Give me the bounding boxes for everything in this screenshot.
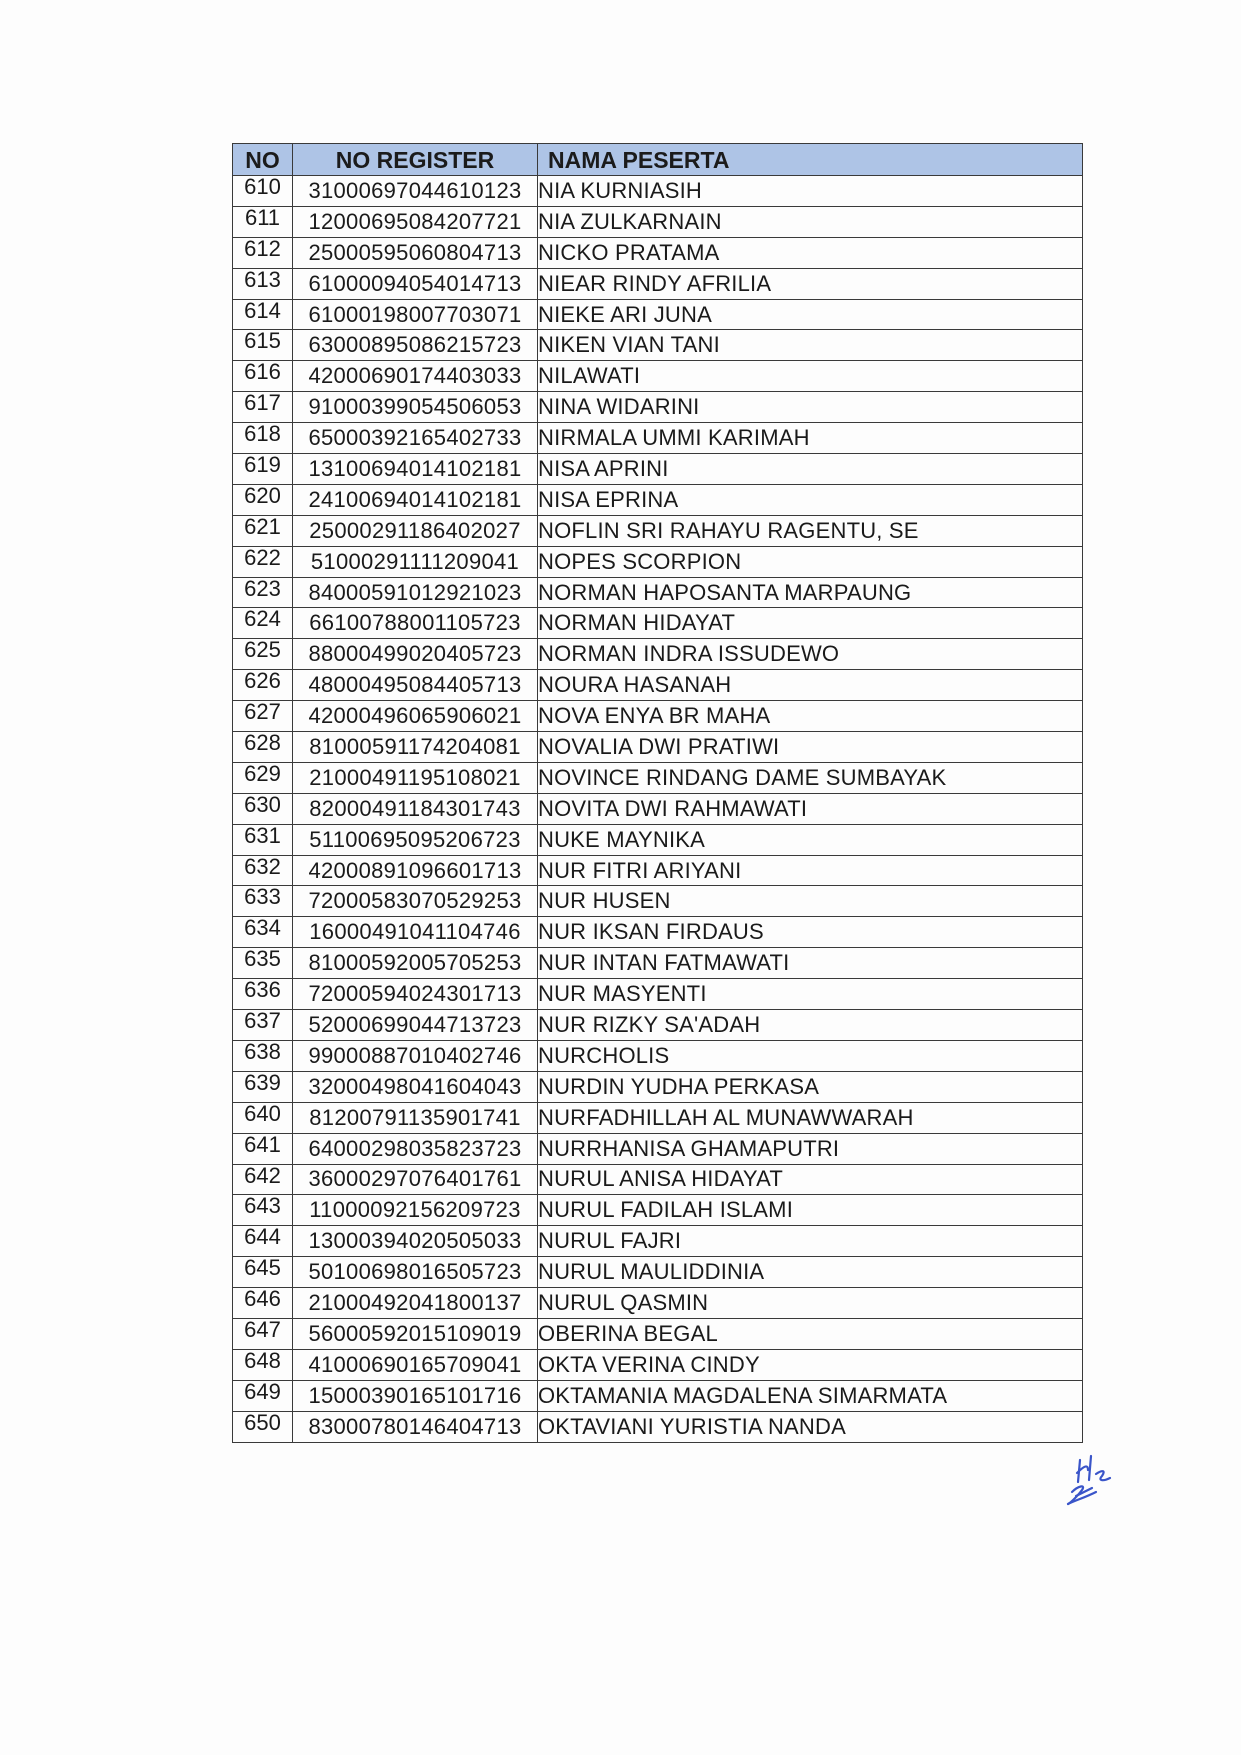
- table-row: [233, 1040, 1083, 1071]
- table-row: [233, 1318, 1083, 1349]
- cell-register: 83000780146404713: [293, 1411, 538, 1442]
- cell-no: 633: [233, 886, 293, 917]
- cell-register: 42000690174403033: [293, 361, 538, 392]
- cell-register: 91000399054506053: [293, 392, 538, 423]
- cell-nama: NIEKE ARI JUNA: [538, 299, 1083, 330]
- cell-register: 72000594024301713: [293, 979, 538, 1010]
- cell-no: 642: [233, 1164, 293, 1195]
- table-row: [233, 824, 1083, 855]
- cell-nama: NUR MASYENTI: [538, 979, 1083, 1010]
- table-row: [233, 732, 1083, 763]
- cell-no: 637: [233, 1010, 293, 1041]
- table-row: [233, 1411, 1083, 1442]
- cell-nama: NIKEN VIAN TANI: [538, 330, 1083, 361]
- table-row: [233, 1288, 1083, 1319]
- header-nama: NAMA PESERTA: [538, 144, 1083, 176]
- cell-no: 612: [233, 237, 293, 268]
- table-row: [233, 855, 1083, 886]
- cell-nama: NURUL ANISA HIDAYAT: [538, 1164, 1083, 1195]
- header-register: NO REGISTER: [293, 144, 538, 176]
- header-no: NO: [233, 144, 293, 176]
- cell-no: 634: [233, 917, 293, 948]
- cell-register: 81000592005705253: [293, 948, 538, 979]
- table-row: [233, 979, 1083, 1010]
- cell-nama: OKTAVIANI YURISTIA NANDA: [538, 1411, 1083, 1442]
- cell-nama: NUR FITRI ARIYANI: [538, 855, 1083, 886]
- cell-register: 72000583070529253: [293, 886, 538, 917]
- cell-register: 12000695084207721: [293, 206, 538, 237]
- cell-register: 82000491184301743: [293, 793, 538, 824]
- cell-nama: OKTA VERINA CINDY: [538, 1349, 1083, 1380]
- participant-table: [232, 143, 1083, 1443]
- cell-no: 643: [233, 1195, 293, 1226]
- cell-no: 638: [233, 1040, 293, 1071]
- cell-register: 36000297076401761: [293, 1164, 538, 1195]
- cell-no: 645: [233, 1257, 293, 1288]
- cell-nama: NIEAR RINDY AFRILIA: [538, 268, 1083, 299]
- table-row: [233, 886, 1083, 917]
- table-row: [233, 670, 1083, 701]
- cell-no: 621: [233, 515, 293, 546]
- table-row: [233, 454, 1083, 485]
- table-row: [233, 330, 1083, 361]
- table-row: [233, 1349, 1083, 1380]
- cell-nama: NOVITA DWI RAHMAWATI: [538, 793, 1083, 824]
- cell-no: 649: [233, 1380, 293, 1411]
- table-header: [233, 144, 1083, 176]
- cell-no: 617: [233, 392, 293, 423]
- cell-register: 51000291111209041: [293, 546, 538, 577]
- cell-nama: NUR HUSEN: [538, 886, 1083, 917]
- cell-nama: NORMAN INDRA ISSUDEWO: [538, 639, 1083, 670]
- cell-no: 625: [233, 639, 293, 670]
- table-row: [233, 577, 1083, 608]
- table-row: [233, 515, 1083, 546]
- cell-no: 611: [233, 206, 293, 237]
- cell-register: 48000495084405713: [293, 670, 538, 701]
- cell-register: 16000491041104746: [293, 917, 538, 948]
- table-row: [233, 176, 1083, 207]
- cell-no: 619: [233, 454, 293, 485]
- cell-register: 15000390165101716: [293, 1380, 538, 1411]
- cell-nama: NOURA HASANAH: [538, 670, 1083, 701]
- table-row: [233, 608, 1083, 639]
- cell-register: 41000690165709041: [293, 1349, 538, 1380]
- cell-register: 84000591012921023: [293, 577, 538, 608]
- cell-nama: NIA ZULKARNAIN: [538, 206, 1083, 237]
- cell-no: 630: [233, 793, 293, 824]
- table-row: [233, 206, 1083, 237]
- cell-no: 610: [233, 176, 293, 207]
- cell-nama: NURDIN YUDHA PERKASA: [538, 1071, 1083, 1102]
- cell-register: 66100788001105723: [293, 608, 538, 639]
- cell-nama: NURUL FAJRI: [538, 1226, 1083, 1257]
- table-row: [233, 361, 1083, 392]
- cell-no: 646: [233, 1288, 293, 1319]
- cell-nama: NIRMALA UMMI KARIMAH: [538, 423, 1083, 454]
- cell-register: 25000291186402027: [293, 515, 538, 546]
- table-row: [233, 1010, 1083, 1041]
- cell-register: 63000895086215723: [293, 330, 538, 361]
- table-row: [233, 299, 1083, 330]
- table-row: [233, 639, 1083, 670]
- cell-register: 25000595060804713: [293, 237, 538, 268]
- cell-nama: NIA KURNIASIH: [538, 176, 1083, 207]
- table-body: [233, 176, 1083, 1443]
- cell-nama: NISA APRINI: [538, 454, 1083, 485]
- table-row: [233, 392, 1083, 423]
- cell-nama: NUKE MAYNIKA: [538, 824, 1083, 855]
- cell-no: 629: [233, 762, 293, 793]
- table-row: [233, 1071, 1083, 1102]
- table-row: [233, 917, 1083, 948]
- cell-nama: NORMAN HAPOSANTA MARPAUNG: [538, 577, 1083, 608]
- cell-no: 640: [233, 1102, 293, 1133]
- cell-no: 635: [233, 948, 293, 979]
- cell-nama: NILAWATI: [538, 361, 1083, 392]
- table-row: [233, 1164, 1083, 1195]
- cell-register: 52000699044713723: [293, 1010, 538, 1041]
- cell-register: 65000392165402733: [293, 423, 538, 454]
- cell-nama: NUR IKSAN FIRDAUS: [538, 917, 1083, 948]
- cell-register: 61000198007703071: [293, 299, 538, 330]
- cell-register: 31000697044610123: [293, 176, 538, 207]
- cell-no: 631: [233, 824, 293, 855]
- header-row: [233, 144, 1083, 176]
- cell-no: 627: [233, 701, 293, 732]
- cell-no: 636: [233, 979, 293, 1010]
- cell-nama: NINA WIDARINI: [538, 392, 1083, 423]
- cell-nama: NICKO PRATAMA: [538, 237, 1083, 268]
- table-row: [233, 701, 1083, 732]
- cell-nama: NOVINCE RINDANG DAME SUMBAYAK: [538, 762, 1083, 793]
- cell-nama: NURUL QASMIN: [538, 1288, 1083, 1319]
- cell-no: 641: [233, 1133, 293, 1164]
- cell-no: 620: [233, 484, 293, 515]
- table-row: [233, 237, 1083, 268]
- cell-nama: NURRHANISA GHAMAPUTRI: [538, 1133, 1083, 1164]
- signature-initials-icon: [1058, 1448, 1120, 1510]
- cell-no: 613: [233, 268, 293, 299]
- table-row: [233, 268, 1083, 299]
- cell-nama: NURUL MAULIDDINIA: [538, 1257, 1083, 1288]
- cell-no: 624: [233, 608, 293, 639]
- table-row: [233, 546, 1083, 577]
- cell-no: 632: [233, 855, 293, 886]
- cell-register: 81200791135901741: [293, 1102, 538, 1133]
- cell-register: 51100695095206723: [293, 824, 538, 855]
- cell-no: 615: [233, 330, 293, 361]
- cell-no: 644: [233, 1226, 293, 1257]
- cell-register: 64000298035823723: [293, 1133, 538, 1164]
- cell-register: 24100694014102181: [293, 484, 538, 515]
- cell-nama: NOVALIA DWI PRATIWI: [538, 732, 1083, 763]
- cell-register: 99000887010402746: [293, 1040, 538, 1071]
- cell-register: 11000092156209723: [293, 1195, 538, 1226]
- cell-register: 42000891096601713: [293, 855, 538, 886]
- cell-no: 639: [233, 1071, 293, 1102]
- table-row: [233, 793, 1083, 824]
- cell-register: 42000496065906021: [293, 701, 538, 732]
- cell-no: 622: [233, 546, 293, 577]
- table-row: [233, 948, 1083, 979]
- cell-register: 56000592015109019: [293, 1318, 538, 1349]
- cell-register: 21000491195108021: [293, 762, 538, 793]
- cell-nama: NUR RIZKY SA'ADAH: [538, 1010, 1083, 1041]
- table-row: [233, 1380, 1083, 1411]
- cell-no: 616: [233, 361, 293, 392]
- cell-no: 648: [233, 1349, 293, 1380]
- cell-nama: NISA EPRINA: [538, 484, 1083, 515]
- cell-nama: OBERINA BEGAL: [538, 1318, 1083, 1349]
- cell-nama: OKTAMANIA MAGDALENA SIMARMATA: [538, 1380, 1083, 1411]
- table-row: [233, 1226, 1083, 1257]
- cell-nama: NURUL FADILAH ISLAMI: [538, 1195, 1083, 1226]
- cell-no: 650: [233, 1411, 293, 1442]
- cell-nama: NURCHOLIS: [538, 1040, 1083, 1071]
- cell-nama: NOFLIN SRI RAHAYU RAGENTU, SE: [538, 515, 1083, 546]
- table-row: [233, 484, 1083, 515]
- table-row: [233, 1133, 1083, 1164]
- cell-no: 628: [233, 732, 293, 763]
- table-row: [233, 1102, 1083, 1133]
- cell-nama: NOVA ENYA BR MAHA: [538, 701, 1083, 732]
- cell-nama: NURFADHILLAH AL MUNAWWARAH: [538, 1102, 1083, 1133]
- cell-register: 13100694014102181: [293, 454, 538, 485]
- cell-no: 647: [233, 1318, 293, 1349]
- cell-no: 626: [233, 670, 293, 701]
- table-row: [233, 423, 1083, 454]
- table-row: [233, 762, 1083, 793]
- cell-nama: NOPES SCORPION: [538, 546, 1083, 577]
- cell-no: 623: [233, 577, 293, 608]
- cell-register: 13000394020505033: [293, 1226, 538, 1257]
- cell-nama: NUR INTAN FATMAWATI: [538, 948, 1083, 979]
- cell-register: 88000499020405723: [293, 639, 538, 670]
- cell-no: 614: [233, 299, 293, 330]
- cell-register: 61000094054014713: [293, 268, 538, 299]
- cell-nama: NORMAN HIDAYAT: [538, 608, 1083, 639]
- cell-register: 50100698016505723: [293, 1257, 538, 1288]
- cell-no: 618: [233, 423, 293, 454]
- table-row: [233, 1195, 1083, 1226]
- cell-register: 32000498041604043: [293, 1071, 538, 1102]
- table-row: [233, 1257, 1083, 1288]
- cell-register: 81000591174204081: [293, 732, 538, 763]
- cell-register: 21000492041800137: [293, 1288, 538, 1319]
